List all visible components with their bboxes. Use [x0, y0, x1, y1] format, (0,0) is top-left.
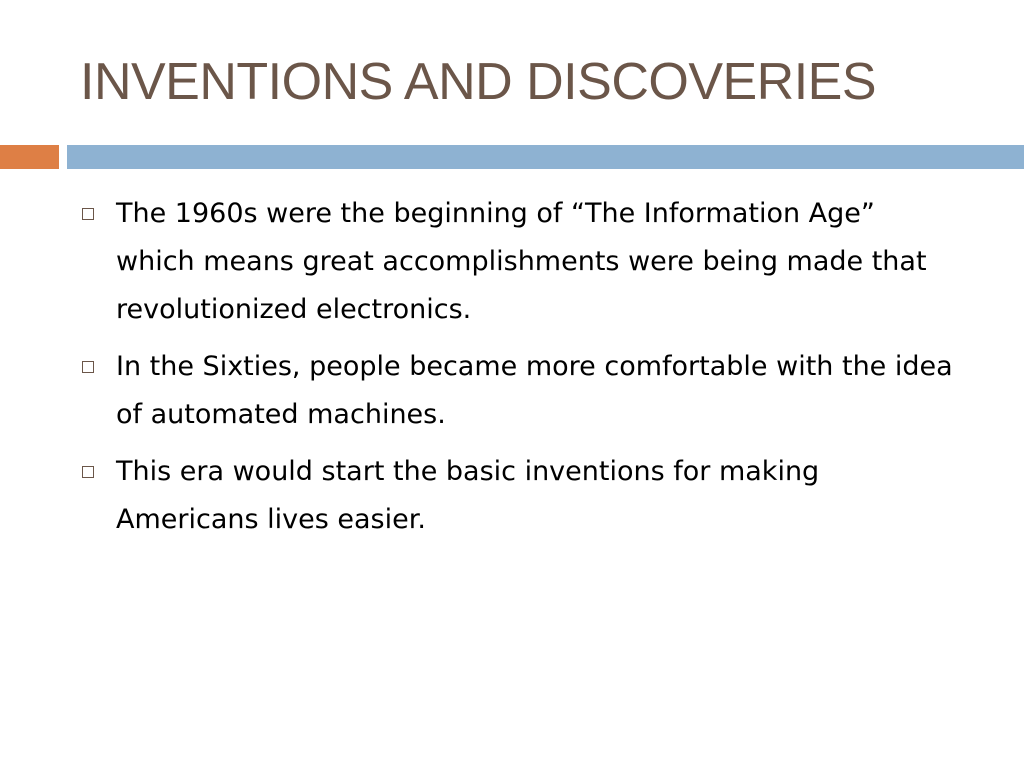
bullet-item [80, 448, 960, 544]
title-accent-bar-orange [0, 145, 59, 169]
bullet-text: This era would start the basic inventions for making Americans lives easier. [116, 456, 820, 535]
bullet-item [80, 190, 960, 334]
bullet-text: The 1960s were the beginning of “The Information Age” which means great accomplishments were being made that revolutionized electronics. [116, 198, 927, 325]
hollow-square-bullet-icon [82, 208, 94, 220]
bullet-item [80, 343, 960, 439]
title-accent-bar-blue [67, 145, 1024, 169]
bullet-text: In the Sixties, people became more comfortable with the idea of automated machines. [116, 351, 953, 430]
hollow-square-bullet-icon [82, 361, 94, 373]
slide-title: INVENTIONS AND DISCOVERIES [80, 53, 877, 111]
hollow-square-bullet-icon [82, 466, 94, 478]
bullet-list [80, 190, 960, 553]
